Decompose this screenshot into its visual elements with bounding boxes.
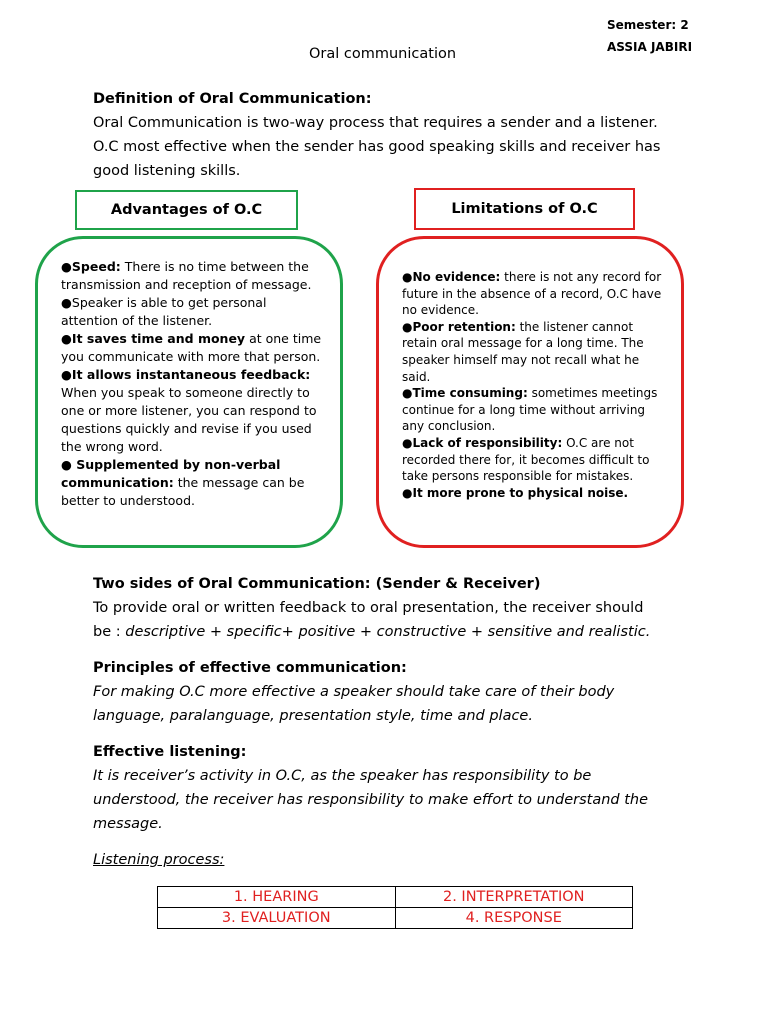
list-item: ●Poor retention: the listener cannot retain oral message for a long time. The speaker himself may not recall what he said.	[402, 319, 644, 384]
item-text: sometimes meetings continue for a long time without arriving any conclusion.	[402, 386, 658, 434]
table-row	[158, 887, 633, 908]
item-bold: Speed:	[71, 259, 121, 274]
two-sides-heading: Two sides of Oral Communication: (Sender & Receiver)	[93, 576, 541, 592]
semester-label: Semester: 2	[607, 18, 689, 32]
process-step: 4. RESPONSE	[395, 908, 633, 929]
table-row	[158, 908, 633, 929]
two-sides-text	[93, 596, 733, 644]
principles-line: For making O.C more effective a speaker should take care of their body	[93, 684, 615, 700]
list-item: ●It more prone to physical noise.	[402, 485, 629, 500]
list-item: ●Speed: There is no time between the transmission and reception of message.	[61, 259, 312, 292]
list-item: ●Lack of responsibility: O.C are not recorded there for, it becomes difficult to take persons responsible for mistakes.	[402, 435, 650, 484]
item-text: the listener cannot retain oral message for a long time. The speaker himself may not recall what he said.	[402, 319, 644, 384]
process-step: 3. EVALUATION	[158, 908, 396, 929]
item-text: Speaker is able to get personal attention of the listener.	[61, 295, 267, 328]
process-step: 1. HEARING	[158, 887, 396, 908]
process-heading: Listening process:	[93, 852, 225, 868]
item-text: at one time you communicate with more that person.	[61, 331, 322, 364]
definition-line: Oral Communication is two-way process that requires a sender and a listener.	[93, 115, 658, 131]
item-text: When you speak to someone directly to one or more listener, you can respond to questions quickly and revise if you used the wrong word.	[61, 385, 317, 454]
two-sides-line	[93, 620, 733, 644]
limitations-heading-box	[414, 188, 635, 230]
list-item: ●It allows instantaneous feedback: When you speak to someone directly to one or more listener, you can respond to questions quickly and revise if you used the wrong word.	[61, 367, 317, 454]
item-bold: It allows instantaneous feedback:	[71, 367, 311, 382]
principles-heading: Principles of effective communication:	[93, 660, 407, 676]
item-bold: It more prone to physical noise.	[412, 485, 629, 500]
item-text: There is no time between the transmission and reception of message.	[61, 259, 312, 292]
page-title: Oral communication	[309, 46, 457, 62]
definition-line: O.C most effective when the sender has good speaking skills and receiver has	[93, 139, 661, 155]
definition-text	[93, 111, 733, 183]
process-step: 2. INTERPRETATION	[395, 887, 633, 908]
item-bold: Lack of responsibility:	[412, 435, 563, 450]
item-text: there is not any record for future in the absence of a record, O.C have no evidence.	[402, 270, 662, 318]
advantages-heading: Advantages of O.C	[110, 202, 263, 218]
listening-line: message.	[93, 816, 163, 832]
listening-text	[93, 764, 733, 836]
principles-text	[93, 680, 733, 728]
definition-heading: Definition of Oral Communication:	[93, 91, 372, 107]
item-bold: No evidence:	[412, 270, 501, 284]
listening-line: understood, the receiver has responsibility to make effort to understand the	[93, 792, 649, 808]
item-bold: Poor retention:	[412, 319, 516, 334]
item-bold: Time consuming:	[412, 386, 528, 401]
definition-line: good listening skills.	[93, 163, 241, 179]
limitations-list	[402, 269, 664, 501]
advantages-heading-box	[75, 190, 298, 230]
item-bold: Supplemented by non-verbal communication:	[61, 457, 281, 490]
process-table	[157, 886, 633, 929]
list-item: ●It saves time and money at one time you communicate with more that person.	[61, 331, 322, 364]
list-item: ●Speaker is able to get personal attention of the listener.	[61, 295, 267, 328]
advantages-list	[61, 258, 323, 510]
limitations-heading: Limitations of O.C	[451, 201, 598, 217]
item-text: O.C are not recorded there for, it becomes difficult to take persons responsible for mistakes.	[402, 435, 650, 484]
two-sides-prefix: be :	[93, 624, 126, 640]
author-name: ASSIA JABIRI	[607, 40, 693, 54]
listening-line: It is receiver’s activity in O.C, as the speaker has responsibility to be	[93, 768, 592, 784]
item-text: the message can be better to understood.	[61, 475, 305, 508]
listening-heading: Effective listening:	[93, 744, 247, 760]
two-sides-line: To provide oral or written feedback to oral presentation, the receiver should	[93, 600, 644, 616]
list-item: ● Supplemented by non-verbal communication: the message can be better to understood.	[61, 457, 305, 508]
two-sides-qualities: descriptive + specific+ positive + constructive + sensitive and realistic.	[125, 624, 651, 640]
principles-line: language, paralanguage, presentation style, time and place.	[93, 708, 533, 724]
item-bold: It saves time and money	[71, 331, 246, 346]
list-item: ●Time consuming: sometimes meetings continue for a long time without arriving any conclusion.	[402, 386, 658, 434]
list-item: ●No evidence: there is not any record for future in the absence of a record, O.C have no evidence.	[402, 270, 662, 318]
